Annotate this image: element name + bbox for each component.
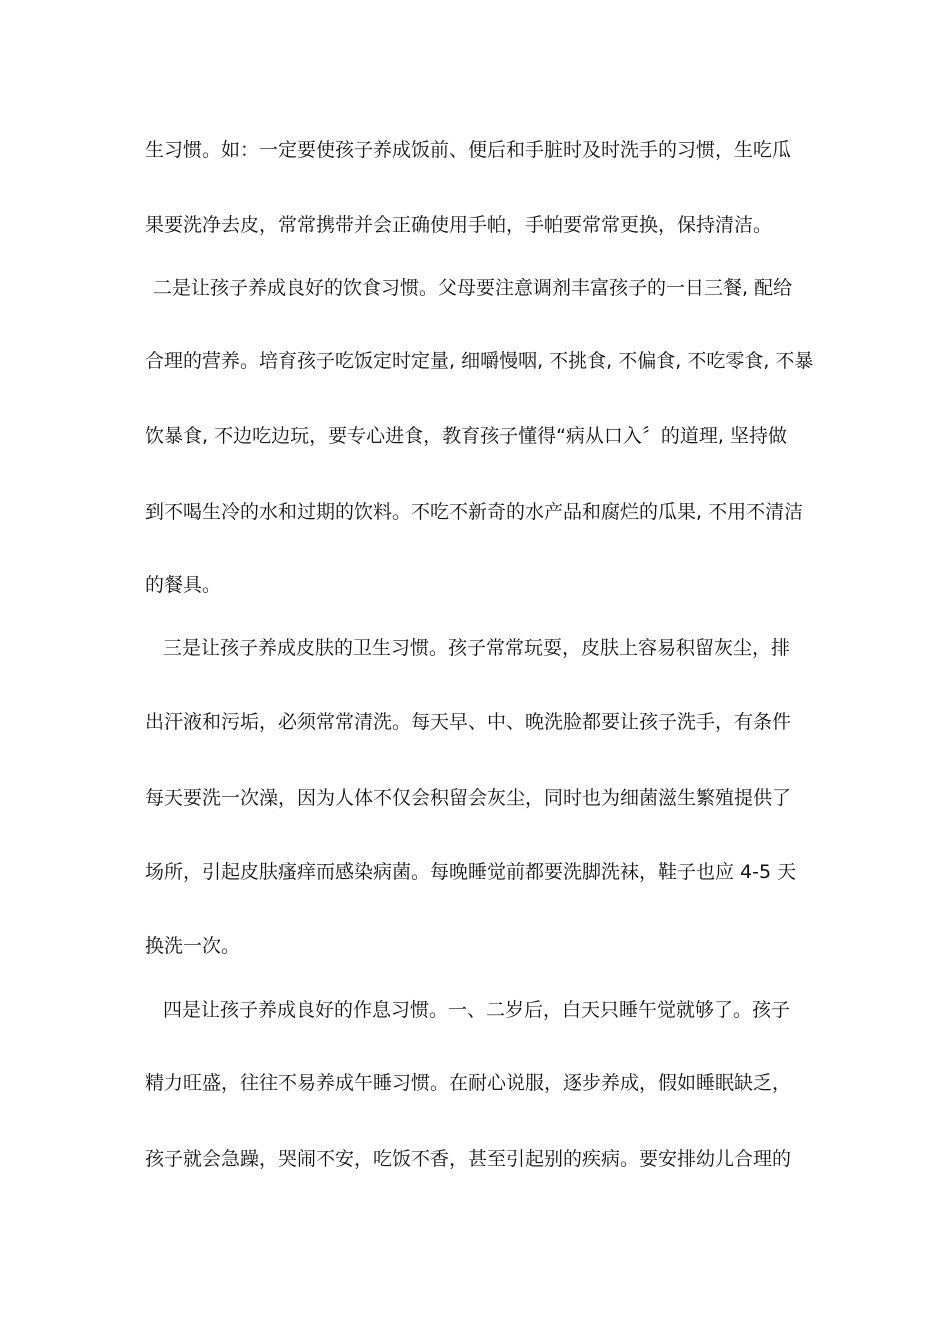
paragraph-start-line: 三是让孩子养成皮肤的卫生习惯。孩子常常玩耍，皮肤上容易积留灰尘，排 xyxy=(163,637,791,659)
text-line: 合理的营养。培育孩子吃饭定时定量, 细嚼慢咽, 不挑食, 不偏食, 不吃零食, 不暴 xyxy=(145,350,814,372)
text-line: 饮暴食, 不边吃边玩，要专心进食，教育孩子懂得“病从口入〞的道理, 坚持做 xyxy=(145,425,788,447)
text-line: 精力旺盛，往往不易养成午睡习惯。在耐心说服，逐步养成，假如睡眠缺乏， xyxy=(145,1072,792,1094)
text-line: 换洗一次。 xyxy=(145,935,241,957)
paragraph-start-line: 四是让孩子养成良好的作息习惯。一、二岁后，白天只睡午觉就够了。孩子 xyxy=(163,999,791,1021)
text-line: 的餐具。 xyxy=(145,574,222,596)
text-line: 生习惯。如：一定要使孩子养成饭前、便后和手脏时及时洗手的习惯，生吃瓜 xyxy=(145,139,792,161)
text-line: 每天要洗一次澡，因为人体不仅会积留会灰尘，同时也为细菌滋生繁殖提供了 xyxy=(145,787,792,809)
text-line: 到不喝生冷的水和过期的饮料。不吃不新奇的水产品和腐烂的瓜果, 不用不清洁 xyxy=(145,501,804,523)
text-line: 孩子就会急躁，哭闹不安，吃饭不香，甚至引起别的疾病。要安排幼儿合理的 xyxy=(145,1148,792,1170)
text-line: 出汗液和污垢，必须常常清洗。每天早、中、晚洗脸都要让孩子洗手，有条件 xyxy=(145,711,792,733)
text-line: 场所，引起皮肤瘙痒而感染病菌。每晚睡觉前都要洗脚洗袜，鞋子也应 4-5 天 xyxy=(145,861,797,883)
text-line: 果要洗净去皮，常常携带并会正确使用手帕，手帕要常常更换，保持清洁。 xyxy=(145,214,773,236)
paragraph-start-line: 二是让孩子养成良好的饮食习惯。父母要注意调剂丰富孩子的一日三餐, 配给 xyxy=(153,277,793,299)
